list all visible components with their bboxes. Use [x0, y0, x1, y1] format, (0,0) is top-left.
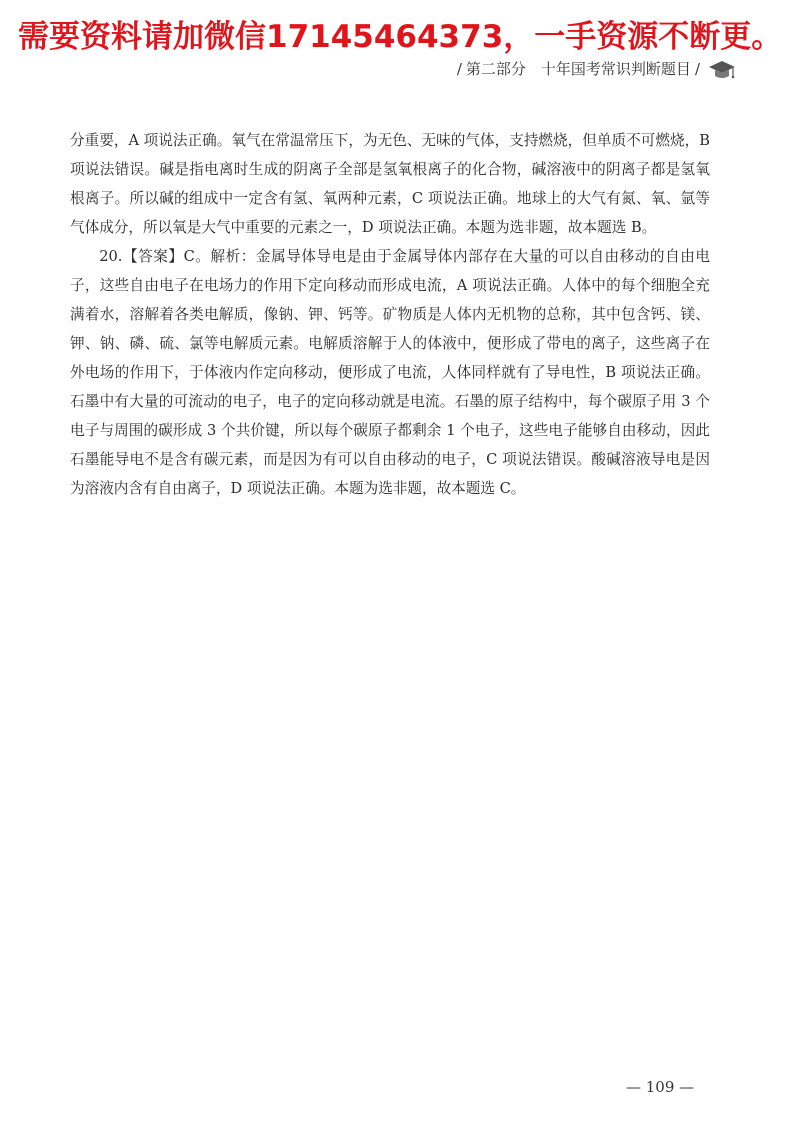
header-title: 十年国考常识判断题目 [540, 60, 691, 78]
header-section: 第二部分 [465, 60, 526, 78]
graduation-cap-icon [708, 58, 736, 82]
running-header: / 第二部分 十年国考常识判断题目 / [456, 60, 700, 78]
promo-banner: 需要资料请加微信17145464373，一手资源不断更。 [18, 19, 783, 55]
answer-explanation-text [70, 126, 710, 503]
paragraph-continuation-q19: 分重要，A 项说法正确。氧气在常温常压下，为无色、无味的气体，支持燃烧，但单质不可燃烧，B 项说法错误。碱是指电离时生成的阴离子全部是氢氧根离子的化合物，碱溶液中的阴离子都是氢氧根离子。所以碱的组成中一定含有氢、氧两种元素，C 项说法正确。地球上的大气有氮、氧、氩等气体成分，所以氧是大气中重要的元素之一，D 项说法正确。本题为选非题，故本题选 B。 [70, 132, 710, 236]
paragraph-answer-q20: 20.【答案】C。解析：金属导体导电是由于金属导体内部存在大量的可以自由移动的自由电子，这些自由电子在电场力的作用下定向移动而形成电流，A 项说法正确。人体中的每个细胞全充满着水，溶解着各类电解质，像钠、钾、钙等。矿物质是人体内无机物的总称，其中包含钙、镁、钾、钠、磷、硫、氯等电解质元素。电解质溶解于人的体液中，便形成了带电的离子，这些离子在外电场的作用下，于体液内作定向移动，便形成了电流，人体同样就有了导电性，B 项说法正确。石墨中有大量的可流动的电子，电子的定向移动就是电流。石墨的原子结构中，每个碳原子用 3 个电子与周围的碳形成 3 个共价键，所以每个碳原子都剩余 1 个电子，这些电子能够自由移动，因此石墨能导电不是含有碳元素，而是因为有可以自由移动的电子，C 项说法错误。酸碱溶液导电是因为溶液内含有自由离子，D 项说法正确。本题为选非题，故本题选 C。 [70, 248, 710, 497]
page-number: — 109 — [626, 1078, 695, 1096]
